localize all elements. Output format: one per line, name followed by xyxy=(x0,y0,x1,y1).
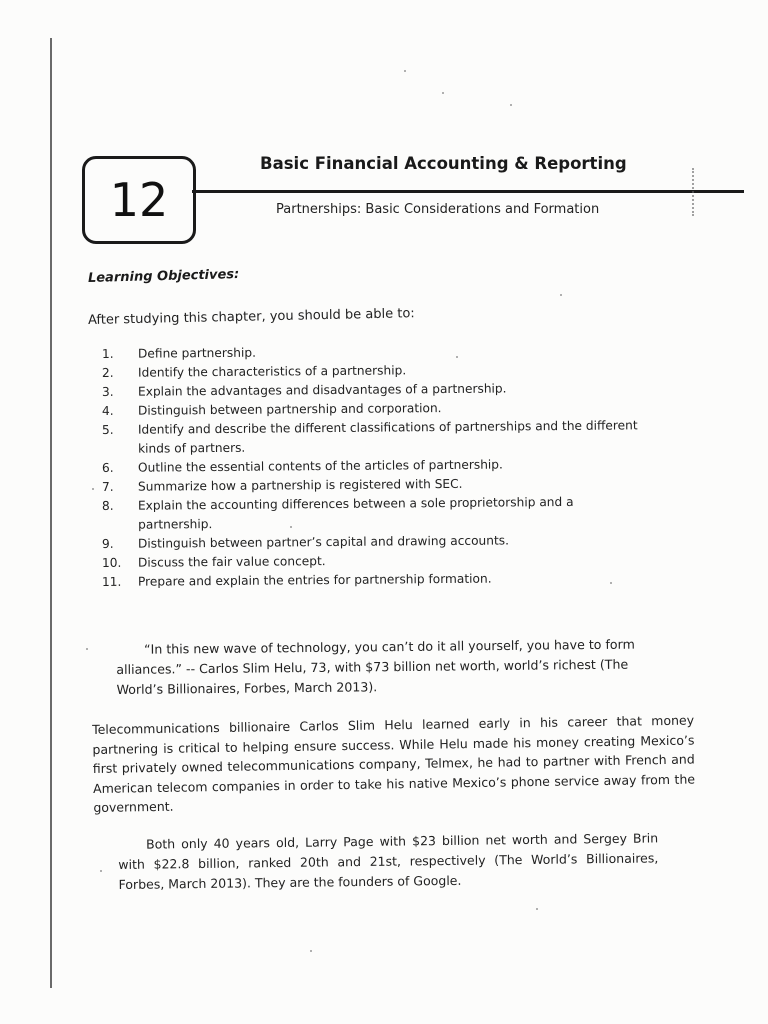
objective-text: Prepare and explain the entries for partnership formation. xyxy=(137,571,492,589)
objective-number: 9. xyxy=(101,536,114,551)
objective-text: Explain the accounting differences between a sole proprietorship and a partnership. xyxy=(137,494,574,532)
scan-speck xyxy=(510,104,512,106)
objective-number: 2. xyxy=(101,365,114,380)
scan-speck xyxy=(610,582,612,584)
objectives-heading: Learning Objectives: xyxy=(87,267,240,286)
body-paragraph: Both only 40 years old, Larry Page with $23 billion net worth and Sergey Brin with $22.8 billion, ranked 20th and 21st, respectively (The World’s Billionaires, Forbes, March 2013). They are the founders of Google. xyxy=(118,829,659,892)
objective-number: 11. xyxy=(101,574,122,589)
scan-speck xyxy=(92,488,94,490)
objective-number: 4. xyxy=(101,403,114,418)
objective-number: 1. xyxy=(101,346,114,361)
objective-number: 3. xyxy=(101,384,114,399)
scan-speck xyxy=(310,950,312,952)
scan-speck xyxy=(404,70,406,72)
scan-speck xyxy=(456,356,458,358)
objective-text: Distinguish between partnership and corporation. xyxy=(137,401,442,418)
objective-text: Summarize how a partnership is registered with SEC. xyxy=(137,476,463,494)
objective-text: Identify and describe the different classifications of partnerships and the different kinds of partners. xyxy=(137,418,638,456)
chapter-number: 12 xyxy=(109,173,169,227)
objectives-list xyxy=(102,345,642,592)
objective-item xyxy=(102,492,642,535)
objective-number: 6. xyxy=(101,460,114,475)
chapter-number-box xyxy=(82,156,196,244)
body-paragraph: Telecommunications billionaire Carlos Slim Helu learned early in his career that money partnering is critical to helping ensure success. While Helu made his money creating Mexico’s first privately owned telecommunications company, Telmex, he had to partner with French and American telecom companies in order to take his native Mexico’s phone service away from the government. xyxy=(92,712,696,815)
book-title: Basic Financial Accounting & Reporting xyxy=(260,154,627,173)
scan-speck xyxy=(100,870,102,872)
objective-text: Identify the characteristics of a partnership. xyxy=(137,363,407,380)
opening-quote: “In this new wave of technology, you can’t do it all yourself, you have to form alliances.” -- Carlos Slim Helu, 73, with $73 billion net worth, world’s richest (The World’s Billionaires, Forbes, March 2013). xyxy=(116,636,635,697)
objective-text: Distinguish between partner’s capital and drawing accounts. xyxy=(137,533,510,551)
scan-mark xyxy=(692,168,696,216)
scan-speck xyxy=(536,908,538,910)
objective-text: Define partnership. xyxy=(137,345,257,361)
scan-speck xyxy=(290,526,292,528)
header-rule xyxy=(192,190,744,193)
objective-item xyxy=(102,416,642,459)
chapter-subtitle: Partnerships: Basic Considerations and Formation xyxy=(276,202,600,217)
objective-number: 8. xyxy=(101,498,114,514)
page-edge-shadow xyxy=(50,38,52,988)
objective-text: Outline the essential contents of the articles of partnership. xyxy=(137,457,503,475)
objective-number: 7. xyxy=(101,479,114,494)
objective-item xyxy=(102,568,642,592)
objective-text: Explain the advantages and disadvantages of a partnership. xyxy=(137,381,507,399)
objective-text: Discuss the fair value concept. xyxy=(137,554,326,570)
objective-number: 5. xyxy=(101,422,114,438)
scan-speck xyxy=(560,294,562,296)
objective-number: 10. xyxy=(101,555,122,570)
objectives-intro: After studying this chapter, you should be able to: xyxy=(87,306,415,328)
scan-speck xyxy=(442,92,444,94)
scan-speck xyxy=(86,648,88,650)
